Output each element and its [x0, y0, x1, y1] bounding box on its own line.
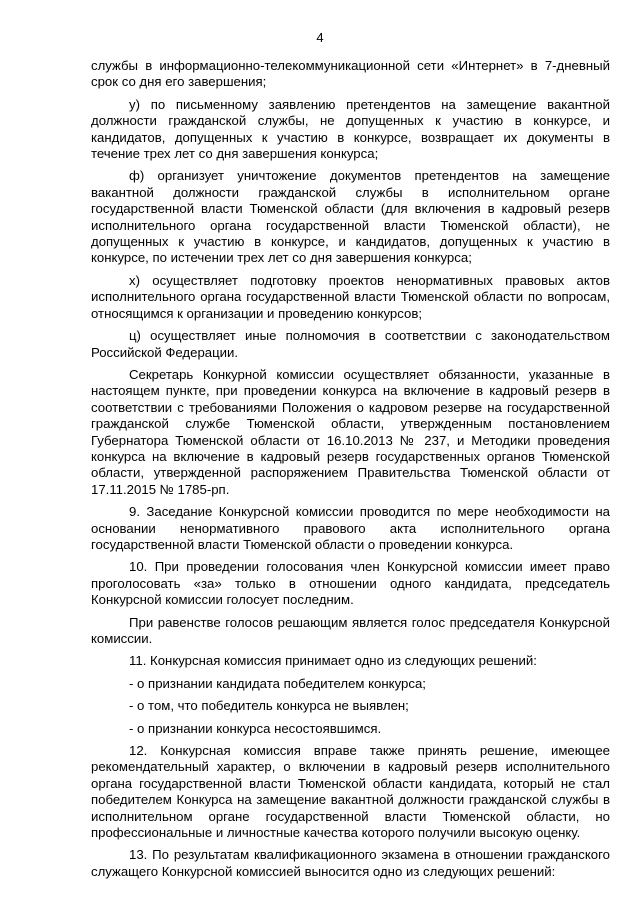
paragraph: ф) организует уничтожение документов претендентов на замещение вакантной должности гражданской службы в исполнительном органе государственной власти Тюменской области (для включения в кадровый резерв исполнительного органа государственной власти Тюменской области), не допущенных к участию в конкурсе, и кандидатов, допущенных к участию в конкурсе, по истечении трех лет со дня завершения конкурса; — [91, 168, 610, 266]
paragraph: Секретарь Конкурной комиссии осуществляет обязанности, указанные в настоящем пункте, при проведении конкурса на включение в кадровый резерв в соответствии с требованиями Положения о кадровом резерве на государственной гражданской службе Тюменской области, утвержденным постановлением Губернатора Тюменской области от 16.10.2013 № 237, и Методики проведения конкурса на включение в кадровый резерв государственных органов Тюменской области, утвержденной распоряжением Правительства Тюменской области от 17.11.2015 № 1785-рп. — [91, 366, 610, 497]
paragraph: 11. Конкурсная комиссия принимает одно из следующих решений: — [129, 653, 537, 669]
list-item: - о том, что победитель конкурса не выявлен; — [129, 698, 409, 714]
paragraph: 12. Конкурсная комиссия вправе также принять решение, имеющее рекомендательный характер, о включении в кадровый резерв исполнительного органа государственной власти Тюменской области кандидата, который не стал победителем Конкурса на замещение вакантной должности гражданской службы в исполнительном органе государственной власти Тюменской области, но профессиональные и личностные качества которого получили высокую оценку. — [91, 743, 610, 841]
document-body — [91, 58, 610, 880]
paragraph: При равенстве голосов решающим является голос председателя Конкурсной комиссии. — [91, 614, 610, 646]
paragraph: 9. Заседание Конкурсной комиссии проводится по мере необходимости на основании ненормативного правового акта исполнительного органа государственной власти Тюменской области о проведении конкурса. — [91, 504, 610, 552]
paragraph: ц) осуществляет иные полномочия в соответствии с законодательством Российской Федерации. — [91, 328, 610, 360]
list-item: - о признании кандидата победителем конкурса; — [129, 675, 426, 691]
page-number: 4 — [316, 30, 324, 45]
paragraph: 13. По результатам квалификационного экзамена в отношении гражданского служащего Конкурсной комиссией выносится одно из следующих решений: — [91, 847, 610, 879]
paragraph: службы в информационно-телекоммуникационной сети «Интернет» в 7-дневный срок со дня его завершения; — [91, 58, 610, 90]
paragraph: х) осуществляет подготовку проектов ненормативных правовых актов исполнительного органа государственной власти Тюменской области по вопросам, относящимся к организации и проведению конкурсов; — [91, 272, 610, 321]
list-item: - о признании конкурса несостоявшимся. — [129, 720, 382, 736]
paragraph: 10. При проведении голосования член Конкурсной комиссии имеет право проголосовать «за» только в отношении одного кандидата, председатель Конкурсной комиссии голосует последним. — [91, 559, 610, 608]
paragraph: у) по письменному заявлению претендентов на замещение вакантной должности гражданской службы, не допущенных к участию в конкурсе, и кандидатов, допущенных к участию в конкурсе, возвращает их документы в течение трех лет со дня завершения конкурса; — [91, 96, 610, 162]
